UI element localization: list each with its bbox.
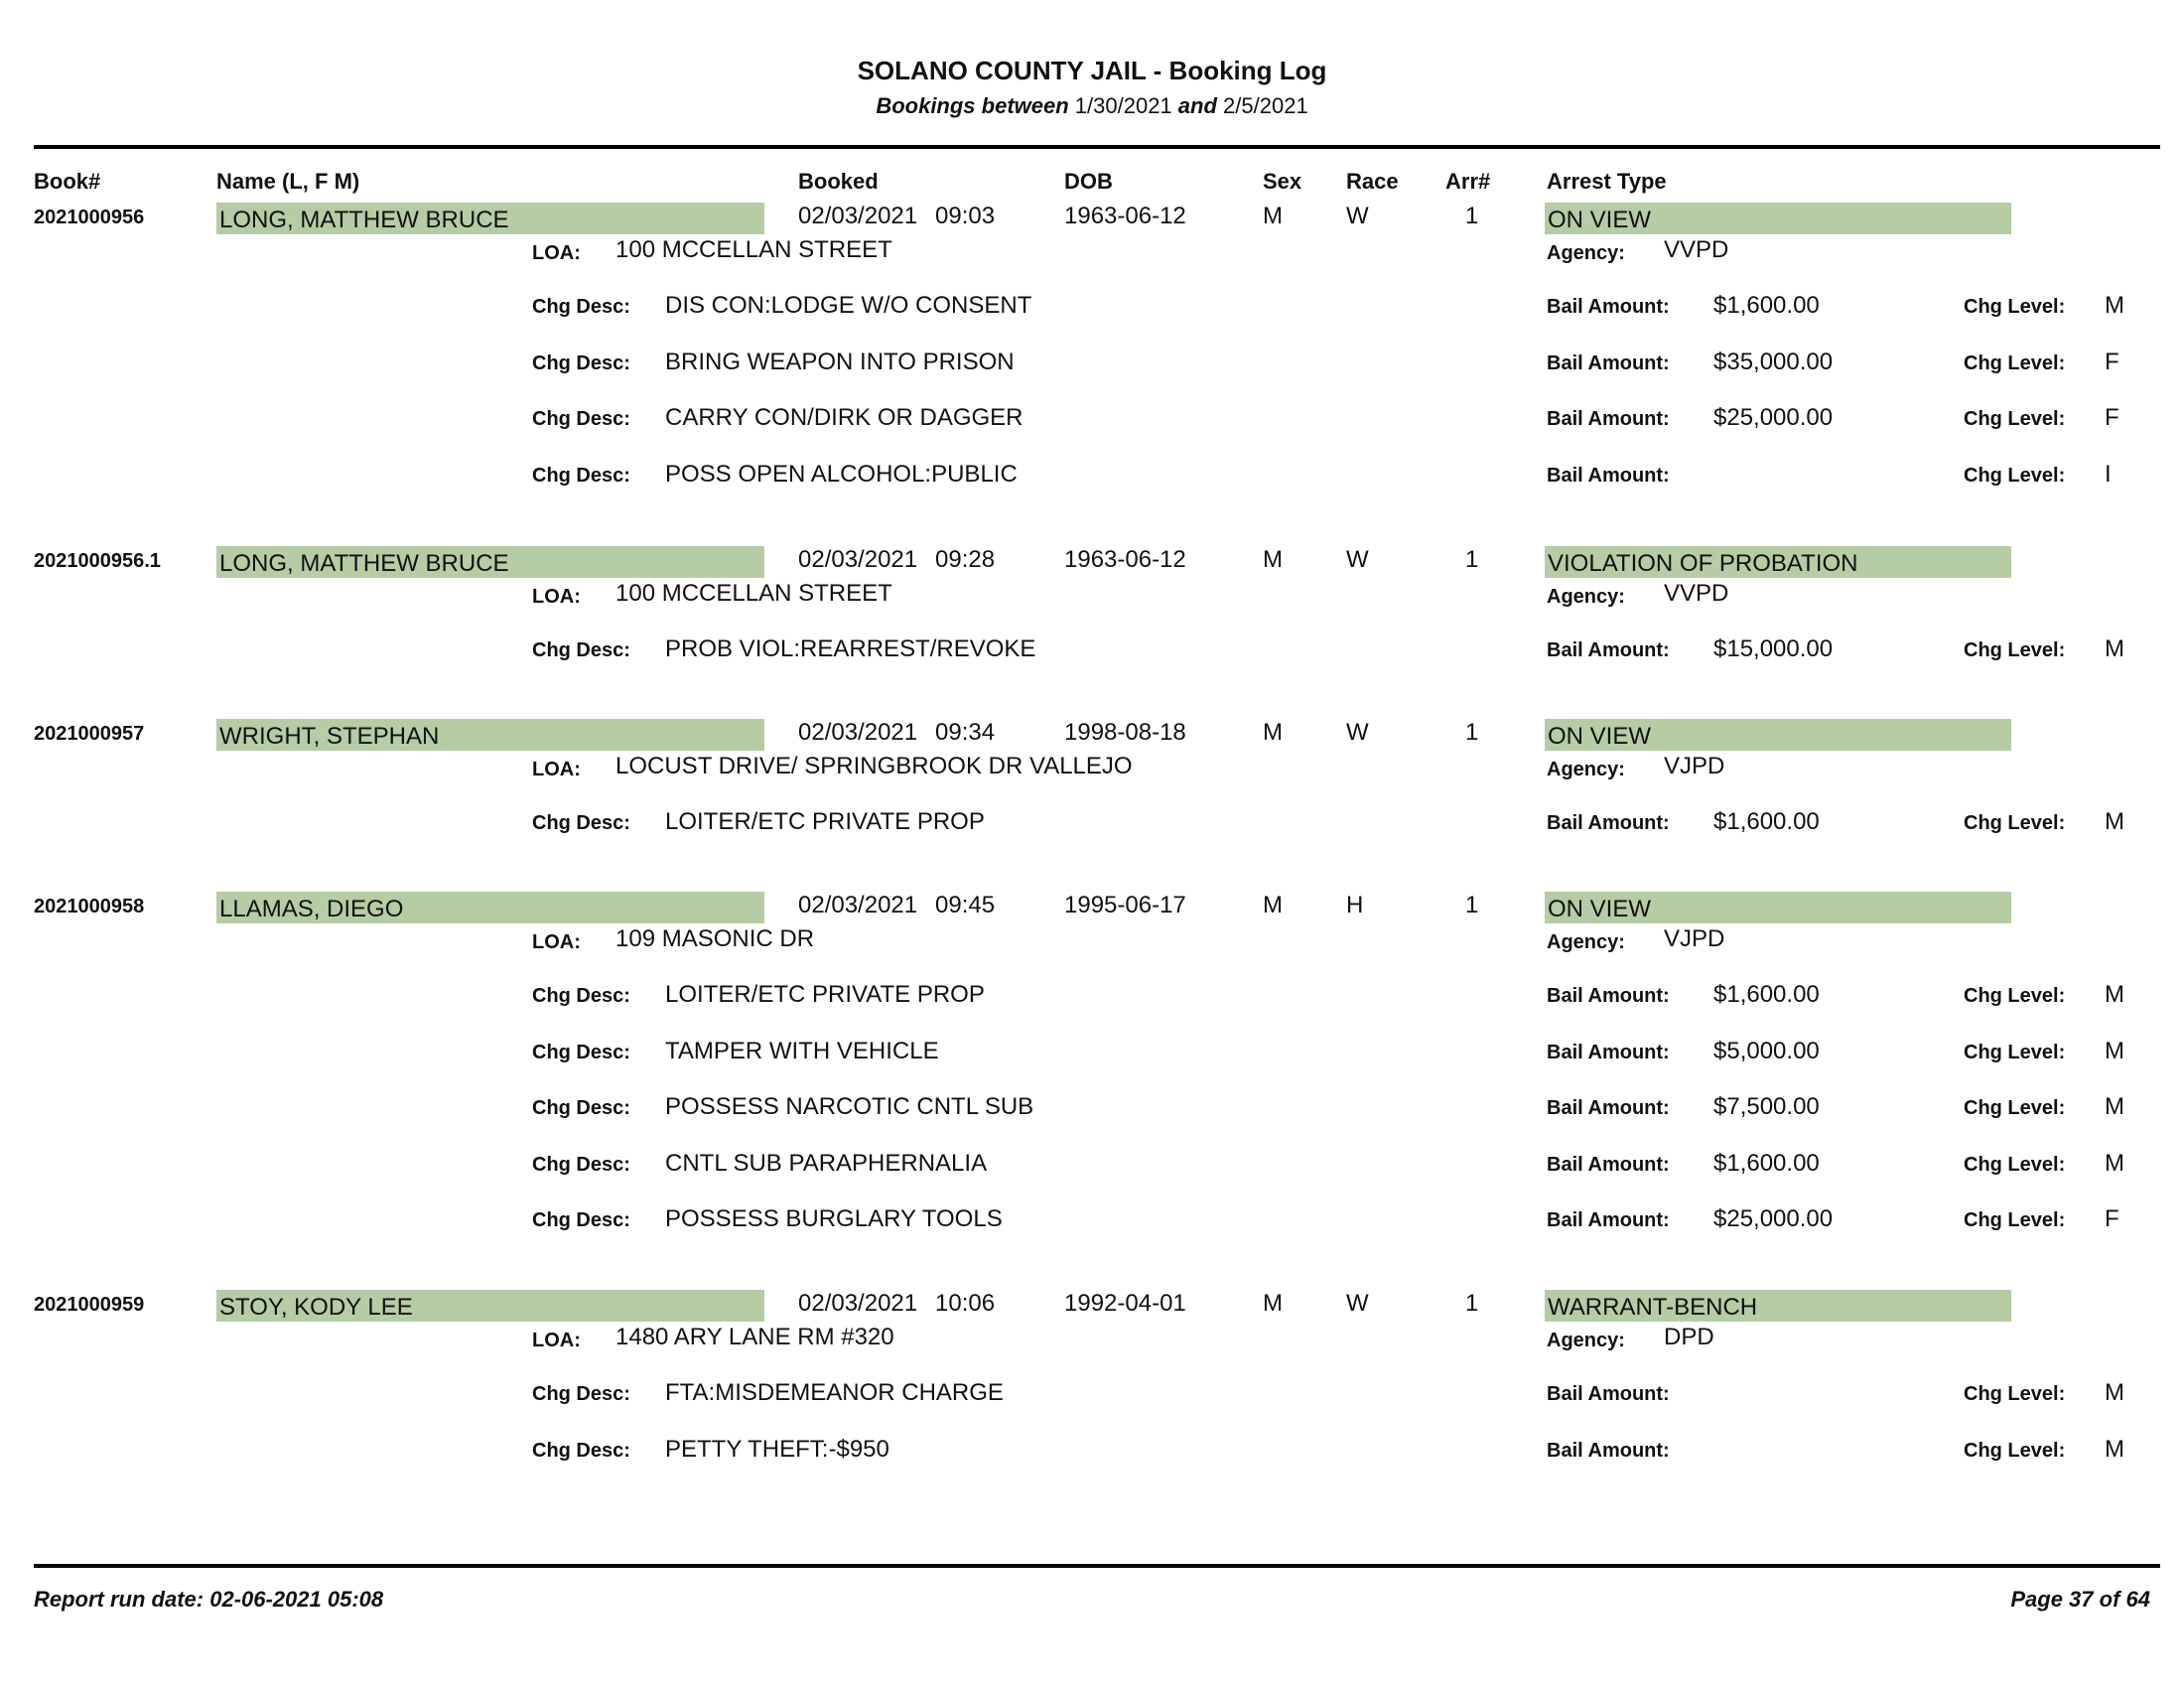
agency-value: DPD xyxy=(1664,1324,1714,1350)
bail-amount-value: $25,000.00 xyxy=(1713,1205,1834,1232)
arrest-type-highlight xyxy=(1545,892,2011,923)
name-highlight xyxy=(216,892,764,923)
header-rule xyxy=(34,145,2160,149)
bail-amount-value: $15,000.00 xyxy=(1713,635,1834,662)
name-highlight xyxy=(216,1290,764,1322)
chg-desc-label: Chg Desc: xyxy=(532,1097,630,1119)
name-highlight-text: STOY, KODY LEE xyxy=(219,1294,413,1321)
booked-date: 02/03/2021 xyxy=(798,892,918,918)
sex: M xyxy=(1263,1290,1283,1317)
agency-label: Agency: xyxy=(1547,759,1625,780)
sex: M xyxy=(1263,719,1283,746)
chg-desc-value: CARRY CON/DIRK OR DAGGER xyxy=(665,404,1024,431)
arrest-type-highlight xyxy=(1545,203,2011,234)
report-run-date: Report run date: 02-06-2021 05:08 xyxy=(34,1587,384,1612)
dob: 1998-08-18 xyxy=(1064,719,1186,746)
col-header-arr: Arr# xyxy=(1445,169,1491,194)
bail-amount-value: $7,500.00 xyxy=(1713,1093,1820,1120)
name-highlight xyxy=(216,546,764,578)
date-from: 1/30/2021 xyxy=(1074,93,1172,118)
arrest-number: 1 xyxy=(1465,719,1479,746)
report-title: SOLANO COUNTY JAIL - Booking Log xyxy=(857,56,1327,85)
chg-desc-value: DIS CON:LODGE W/O CONSENT xyxy=(665,292,1032,319)
race: H xyxy=(1346,892,1364,918)
chg-level-label: Chg Level: xyxy=(1964,296,2066,318)
booked-time: 09:28 xyxy=(935,546,996,573)
report-subtitle xyxy=(0,93,2184,119)
book-number: 2021000958 xyxy=(34,896,145,917)
col-header-dob: DOB xyxy=(1064,169,1113,194)
chg-level-value: M xyxy=(2105,981,2124,1008)
chg-level-value: F xyxy=(2105,1205,2119,1232)
loa-label: LOA: xyxy=(532,1330,581,1351)
bail-amount-value: $5,000.00 xyxy=(1713,1037,1820,1064)
bail-amount-value: $1,600.00 xyxy=(1713,1149,1820,1177)
arrest-number: 1 xyxy=(1465,892,1479,918)
chg-desc-label: Chg Desc: xyxy=(532,464,630,487)
name-highlight-text: WRIGHT, STEPHAN xyxy=(219,723,440,750)
agency-label: Agency: xyxy=(1547,242,1625,264)
chg-desc-value: PROB VIOL:REARREST/REVOKE xyxy=(665,635,1036,662)
bail-amount-label: Bail Amount: xyxy=(1547,1209,1670,1231)
loa-value: 109 MASONIC DR xyxy=(615,925,815,952)
book-number: 2021000956 xyxy=(34,207,145,228)
chg-desc-label: Chg Desc: xyxy=(532,985,630,1007)
dob: 1963-06-12 xyxy=(1064,546,1186,573)
loa-label: LOA: xyxy=(532,931,581,953)
chg-level-value: M xyxy=(2105,1037,2124,1064)
bail-amount-label: Bail Amount: xyxy=(1547,464,1670,487)
bail-amount-value: $1,600.00 xyxy=(1713,808,1820,835)
chg-level-label: Chg Level: xyxy=(1964,639,2066,661)
race: W xyxy=(1346,719,1369,746)
sex: M xyxy=(1263,546,1283,573)
chg-desc-label: Chg Desc: xyxy=(532,812,630,834)
chg-level-label: Chg Level: xyxy=(1964,1209,2066,1231)
chg-level-label: Chg Level: xyxy=(1964,352,2066,374)
chg-level-label: Chg Level: xyxy=(1964,812,2066,834)
chg-level-value: M xyxy=(2105,808,2124,835)
loa-label: LOA: xyxy=(532,586,581,608)
name-highlight-text: LONG, MATTHEW BRUCE xyxy=(219,550,509,577)
arrest-number: 1 xyxy=(1465,203,1479,229)
chg-level-value: M xyxy=(2105,292,2124,319)
sex: M xyxy=(1263,892,1283,918)
bail-amount-label: Bail Amount: xyxy=(1547,1439,1670,1462)
bail-amount-label: Bail Amount: xyxy=(1547,352,1670,374)
chg-desc-value: BRING WEAPON INTO PRISON xyxy=(665,348,1015,375)
booked-time: 09:03 xyxy=(935,203,996,229)
agency-value: VVPD xyxy=(1664,580,1729,607)
col-header-arrest-type: Arrest Type xyxy=(1547,169,1667,194)
chg-desc-value: LOITER/ETC PRIVATE PROP xyxy=(665,981,985,1008)
chg-desc-label: Chg Desc: xyxy=(532,352,630,374)
dob: 1992-04-01 xyxy=(1064,1290,1186,1317)
chg-desc-value: POSS OPEN ALCOHOL:PUBLIC xyxy=(665,460,1018,488)
booked-time: 09:45 xyxy=(935,892,996,918)
loa-value: 1480 ARY LANE RM #320 xyxy=(615,1324,894,1350)
arrest-type-highlight xyxy=(1545,1290,2011,1322)
chg-level-label: Chg Level: xyxy=(1964,1097,2066,1119)
bail-amount-label: Bail Amount: xyxy=(1547,1041,1670,1063)
race: W xyxy=(1346,1290,1369,1317)
chg-level-label: Chg Level: xyxy=(1964,1439,2066,1462)
arrest-type-highlight-text: VIOLATION OF PROBATION xyxy=(1548,550,1858,577)
dob: 1995-06-17 xyxy=(1064,892,1186,918)
chg-desc-label: Chg Desc: xyxy=(532,639,630,661)
col-header-race: Race xyxy=(1346,169,1399,194)
arrest-number: 1 xyxy=(1465,546,1479,573)
arrest-type-highlight-text: ON VIEW xyxy=(1548,896,1652,922)
booked-date: 02/03/2021 xyxy=(798,1290,918,1317)
page-number: Page 37 of 64 xyxy=(2010,1587,2150,1612)
agency-value: VJPD xyxy=(1664,925,1725,952)
chg-desc-value: TAMPER WITH VEHICLE xyxy=(665,1037,939,1064)
bail-amount-label: Bail Amount: xyxy=(1547,812,1670,834)
loa-label: LOA: xyxy=(532,242,581,264)
col-header-sex: Sex xyxy=(1263,169,1302,194)
chg-desc-value: POSSESS NARCOTIC CNTL SUB xyxy=(665,1093,1034,1120)
agency-label: Agency: xyxy=(1547,931,1625,953)
bail-amount-label: Bail Amount: xyxy=(1547,1153,1670,1176)
bail-amount-value: $1,600.00 xyxy=(1713,981,1820,1008)
agency-value: VJPD xyxy=(1664,753,1725,779)
bail-amount-value: $25,000.00 xyxy=(1713,404,1834,431)
book-number: 2021000959 xyxy=(34,1294,145,1316)
chg-desc-label: Chg Desc: xyxy=(532,408,630,430)
bail-amount-value: $1,600.00 xyxy=(1713,292,1820,319)
booked-time: 10:06 xyxy=(935,1290,996,1317)
name-highlight xyxy=(216,719,764,751)
subtitle-prefix: Bookings between xyxy=(876,93,1069,118)
arrest-type-highlight-text: ON VIEW xyxy=(1548,723,1652,750)
dob: 1963-06-12 xyxy=(1064,203,1186,229)
booked-date: 02/03/2021 xyxy=(798,203,918,229)
chg-desc-value: POSSESS BURGLARY TOOLS xyxy=(665,1205,1003,1232)
name-highlight-text: LONG, MATTHEW BRUCE xyxy=(219,207,509,233)
chg-level-label: Chg Level: xyxy=(1964,985,2066,1007)
arrest-type-highlight-text: WARRANT-BENCH xyxy=(1548,1294,1758,1321)
book-number: 2021000957 xyxy=(34,723,145,745)
booked-time: 09:34 xyxy=(935,719,996,746)
loa-value: 100 MCCELLAN STREET xyxy=(615,580,892,607)
chg-desc-value: CNTL SUB PARAPHERNALIA xyxy=(665,1149,988,1177)
footer-rule xyxy=(34,1564,2160,1568)
race: W xyxy=(1346,546,1369,573)
chg-level-value: I xyxy=(2105,460,2112,488)
bail-amount-label: Bail Amount: xyxy=(1547,985,1670,1007)
agency-label: Agency: xyxy=(1547,586,1625,608)
chg-level-label: Chg Level: xyxy=(1964,1153,2066,1176)
bail-amount-label: Bail Amount: xyxy=(1547,639,1670,661)
chg-level-value: M xyxy=(2105,1379,2124,1406)
chg-desc-label: Chg Desc: xyxy=(532,1153,630,1176)
loa-value: LOCUST DRIVE/ SPRINGBROOK DR VALLEJO xyxy=(615,753,1133,779)
chg-desc-value: PETTY THEFT:-$950 xyxy=(665,1435,889,1463)
chg-level-label: Chg Level: xyxy=(1964,1041,2066,1063)
chg-desc-label: Chg Desc: xyxy=(532,1041,630,1063)
name-highlight xyxy=(216,203,764,234)
chg-level-value: M xyxy=(2105,1149,2124,1177)
arrest-type-highlight xyxy=(1545,546,2011,578)
bail-amount-label: Bail Amount: xyxy=(1547,1097,1670,1119)
bail-amount-label: Bail Amount: xyxy=(1547,408,1670,430)
chg-desc-label: Chg Desc: xyxy=(532,1209,630,1231)
chg-level-label: Chg Level: xyxy=(1964,1383,2066,1405)
chg-desc-label: Chg Desc: xyxy=(532,296,630,318)
chg-desc-label: Chg Desc: xyxy=(532,1383,630,1405)
chg-level-value: F xyxy=(2105,404,2119,431)
arrest-type-highlight xyxy=(1545,719,2011,751)
booked-date: 02/03/2021 xyxy=(798,546,918,573)
col-header-name: Name (L, F M) xyxy=(216,169,360,194)
booked-date: 02/03/2021 xyxy=(798,719,918,746)
loa-value: 100 MCCELLAN STREET xyxy=(615,236,892,263)
subtitle-and: and xyxy=(1177,93,1217,118)
chg-level-label: Chg Level: xyxy=(1964,464,2066,487)
name-highlight-text: LLAMAS, DIEGO xyxy=(219,896,404,922)
agency-label: Agency: xyxy=(1547,1330,1625,1351)
chg-level-label: Chg Level: xyxy=(1964,408,2066,430)
chg-desc-label: Chg Desc: xyxy=(532,1439,630,1462)
col-header-booked: Booked xyxy=(798,169,879,194)
arrest-type-highlight-text: ON VIEW xyxy=(1548,207,1652,233)
arrest-number: 1 xyxy=(1465,1290,1479,1317)
sex: M xyxy=(1263,203,1283,229)
chg-level-value: M xyxy=(2105,1093,2124,1120)
col-header-book: Book# xyxy=(34,169,101,194)
agency-value: VVPD xyxy=(1664,236,1729,263)
race: W xyxy=(1346,203,1369,229)
chg-desc-value: LOITER/ETC PRIVATE PROP xyxy=(665,808,985,835)
bail-amount-value: $35,000.00 xyxy=(1713,348,1834,375)
bail-amount-label: Bail Amount: xyxy=(1547,1383,1670,1405)
chg-desc-value: FTA:MISDEMEANOR CHARGE xyxy=(665,1379,1004,1406)
bail-amount-label: Bail Amount: xyxy=(1547,296,1670,318)
chg-level-value: M xyxy=(2105,1435,2124,1463)
date-to: 2/5/2021 xyxy=(1223,93,1308,118)
chg-level-value: M xyxy=(2105,635,2124,662)
chg-level-value: F xyxy=(2105,348,2119,375)
loa-label: LOA: xyxy=(532,759,581,780)
book-number: 2021000956.1 xyxy=(34,550,161,572)
